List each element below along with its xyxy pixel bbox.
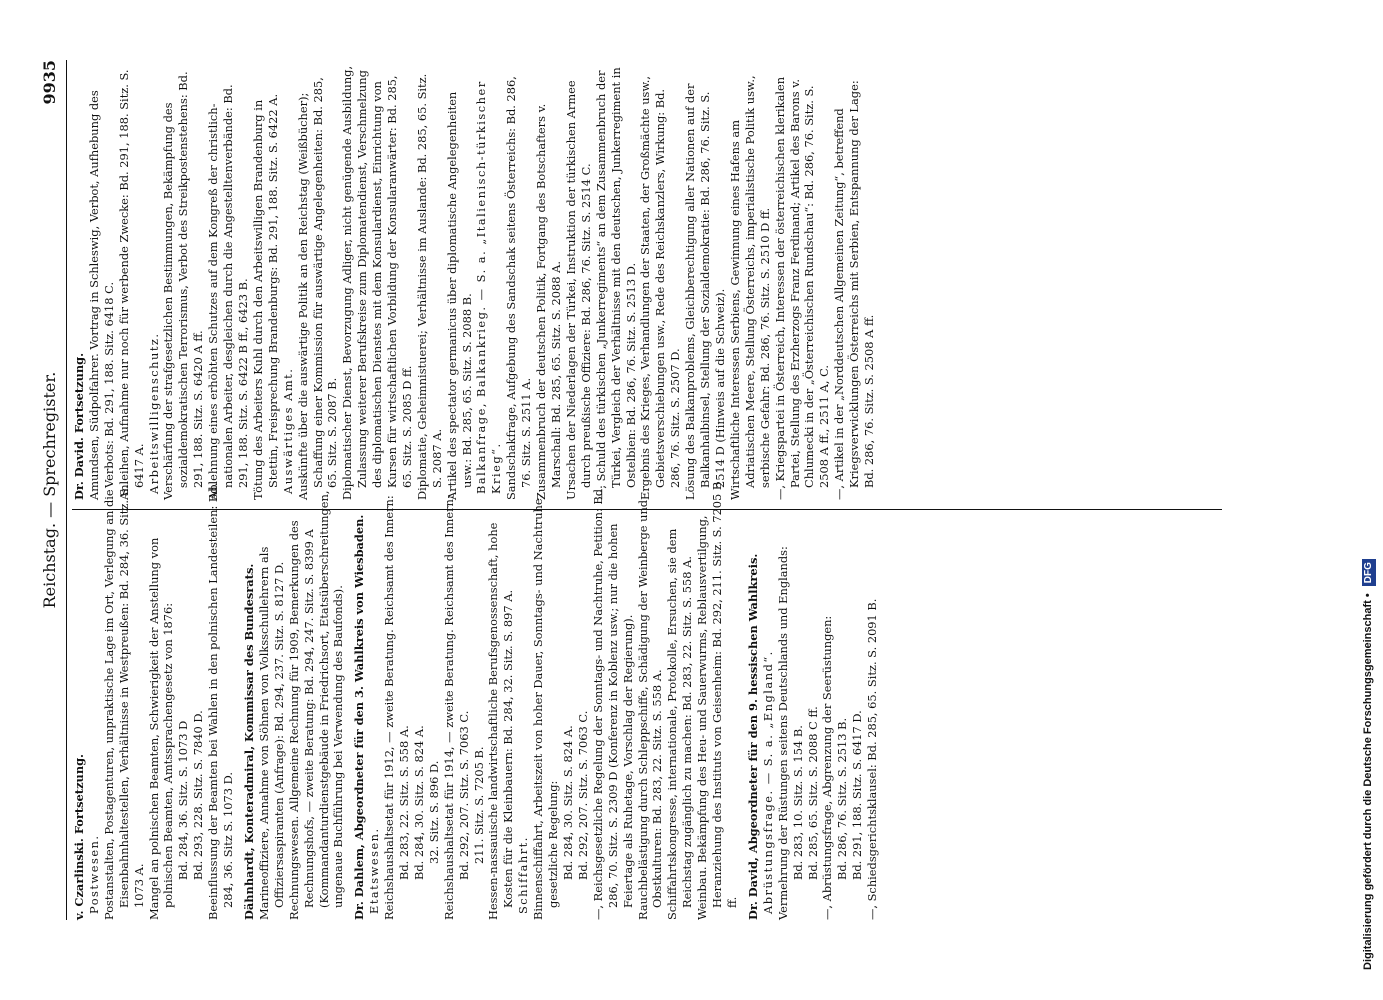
entry-heading: v. Czarlinski. Fortsetzung. <box>72 753 86 920</box>
entry: —, Reichsgesetzliche Regelung der Sonntags- und Nachtruhe, Petition: Bd. 286, 70. Sitz. S. 2309 D (Konferenz in Koblenz usw.; nur die hohen Feiertage als Ruhetage, Vorschlag der Regierung). <box>590 485 635 920</box>
section-heading: Postwesen. <box>86 834 101 914</box>
entry: Wirtschaftliche Interessen Serbiens, Gewinnung eines Hafens am Adriatischen Meere, Stellung Österreichs, imperialistische Politik usw., serbische Gefahr: Bd. 286, 76. Sitz. S. 2510 D ff. <box>727 75 772 500</box>
reference: Bd. 291, 188. Sitz. S. 6417 D. <box>850 710 865 880</box>
entry: Sandschakfrage, Aufgebung des Sandschak seitens Österreichs: Bd. 286, 76. Sitz. S. 2511 A. <box>504 76 534 500</box>
reference: Bd. 284, 30. Sitz. S. 824 A. <box>561 725 575 880</box>
entry: Marineoffiziere, Annahme von Söhnen von Volksschullehrern als Offiziersaspiranten (Anfrage): Bd. 294, 237. Sitz. S. 8127 D. <box>256 546 286 920</box>
entry-heading: Dr. Dahlem, Abgeordneter für den 3. Wahlkreis von Wiesbaden. <box>352 514 367 920</box>
reference: Bd. 292, 207. Sitz. S. 7063 C. <box>456 710 471 880</box>
entry: Ergebnis des Krieges, Verhandlungen der Staaten, der Großmächte usw., Gebietsverschiebungen usw., Rede des Reichskanzlers, Wirkung: Bd. 286, 76. Sitz. S. 2507 D. <box>638 75 683 500</box>
reference: Bd. 284, 30. Sitz. S. 824 A. <box>411 725 426 880</box>
entry: —, Schuld des türkischen „Junkerregiments“ an dem Zusammenbruch der Türkei, Vergleich der Verhältnisse mit den deutschen, Junkerregiment in Ostelbien: Bd. 286, 76. Sitz. S. 2513 D. <box>593 67 638 500</box>
reference: Bd. 286, 76. Sitz. S. 2513 B. <box>835 717 850 880</box>
entry: Auskünfte über die auswärtige Politik an den Reichstag (Weißbücher); Schaffung einer Kommission für auswärtige Angelegenheiten: Bd. 285, 65. Sitz. S. 2087 B. <box>295 77 340 500</box>
reference: 211. Sitz. S. 7205 B. <box>471 746 486 864</box>
entry: Amundsen, Südpolfahrer. Vortrag in Schleswig, Verbot, Aufhebung des Verbots: Bd. 291, 188. Sitz. 6418 C. <box>86 90 116 500</box>
header-rule <box>66 60 67 920</box>
entry: Verschärfung der strafgesetzlichen Bestimmungen, Bekämpfung des sozialdemokratischen Terrorismus, Verbot des Streikpostenstehens: Bd. 291, 188. Sitz. S. 6420 A ff. <box>161 71 206 500</box>
dfg-logo: DFG <box>1362 559 1376 586</box>
entry: Rechnungswesen. Allgemeine Rechnung für 1909, Bemerkungen des Rechnungshofs, — zweite Beratung: Bd. 294, 247. Sitz. S. 8399 A (Kommandanturdienstgebäude in Friedrichsort, Etatsüberschreitungen, ungenaue Buchführung bei Verwendung des Baufonds). <box>286 490 346 920</box>
entry: Vermehrung der Rüstungen seitens Deutschlands und Englands: <box>775 546 790 920</box>
reference: Bd. 283, 22. Sitz. S. 558 A. <box>397 725 412 880</box>
reference: Bd. 285, 65. Sitz. S. 2088 C ff. <box>805 706 820 880</box>
entry: Diplomatie, Geheimnistuerei; Verhältnisse im Auslande: Bd. 285, 65. Sitz. S. 2087 A. <box>414 73 444 500</box>
entry: Schiffahrtskongresse, internationale, Protokolle, Ersuchen, sie dem Reichstag zugänglich zu machen: Bd. 283, 22. Sitz. S. 558 A. <box>665 528 695 920</box>
credit-text: Digitalisierung gefördert durch die Deutsche Forschungsgemeinschaft • <box>1362 593 1374 970</box>
entry: Postanstalten, Postagenturen, unpraktische Lage im Ort, Verlegung an die Eisenbahnhaltestellen, Verhältnisse in Westpreußen: Bd. 284, 36. Sitz. S. 1073 A. <box>101 485 146 920</box>
entry: —, Artikel in der „Norddeutschen Allgemeinen Zeitung“, betreffend Kriegsverwicklungen Österreichs mit Serbien, Entspannung der Lage: Bd. 286, 76. Sitz. S. 2508 A ff. <box>832 80 877 500</box>
entry: Ablehnung eines erhöhten Schutzes auf dem Kongreß der christlich-nationalen Arbeiter, desgleichen durch die Angestelltenverbände: Bd. 291, 188. Sitz. S. 6422 B ff., 6423 B. <box>206 84 250 500</box>
entry: Ursachen der Niederlagen der Türkei, Instruktion der türkischen Armee durch preußische Offiziere: Bd. 286, 76. Sitz. S. 2514 C. <box>563 80 593 500</box>
page-number: 9935 <box>40 60 59 105</box>
entry: —, Schiedsgerichtsklausel: Bd. 285, 65. Sitz. S. 2091 B. <box>865 598 880 920</box>
reference: Bd. 292, 207. Sitz. S. 7063 C. <box>575 710 590 880</box>
section-heading: Balkanfrage, Balkankrieg. — S. a. „Italienisch-türkischer Krieg“. <box>474 80 504 494</box>
entry: Hessen-nassauische landwirtschaftliche Berufsgenossenschaft, hohe Kosten für die Kleinbauern: Bd. 284, 32. Sitz. S. 897 A. <box>486 522 516 920</box>
section-heading: Schiffahrt. <box>516 836 531 914</box>
entry-heading: Dähnhardt, Konteradmiral, Kommissar des Bundesrats. <box>241 563 256 920</box>
section-heading: Auswärtiges Amt. <box>280 367 295 494</box>
entry: —, Kriegspartei in Österreich, Interessen der österreichischen klerikalen Partei, Stellung des Erzherzogs Franz Ferdinand; Artikel des Barons v. Chlumecki in der „Österreichischen Rundschau“: Bd. 286, 76. Sitz. S. 2508 A ff., 2511 A, C. <box>772 76 832 500</box>
left-column <box>72 480 880 920</box>
right-column <box>72 60 877 500</box>
entry: Rauchbelästigung durch Schleppschiffe, Schädigung der Weinberge und Obstkulturen: Bd. 283, 22. Sitz. S. 558 A. <box>635 499 665 920</box>
entry-heading: Dr. David, Abgeordneter für den 9. hessischen Wahlkreis. <box>745 553 760 920</box>
entry-heading: Dr. David. Fortsetzung. <box>72 352 86 500</box>
entry: Beeinflussung der Beamten bei Wahlen in den polnischen Landesteilen: Bd. 284, 36. Sitz S. 1073 D. <box>206 482 236 920</box>
page-header <box>40 60 68 920</box>
reference: Bd. 293, 228. Sitz. S. 7840 D. <box>191 710 206 880</box>
entry: Lösung des Balkanproblems, Gleichberechtigung aller Nationen auf der Balkanhalbinsel, Stellung der Sozialdemokratie: Bd. 286, 76. Sitz. S. 2514 D (Hinweis auf die Schweiz). <box>683 83 727 500</box>
digitization-credit <box>1358 10 1378 970</box>
entry: Tötung des Arbeiters Kuhl durch den Arbeitswilligen Brandenburg in Stettin, Freisprechung Brandenburgs: Bd. 291, 188. Sitz. S. 6422 A. <box>250 93 280 500</box>
entry: Reichshaushaltsetat für 1914, — zweite Beratung. Reichsamt des Innern: <box>441 495 456 920</box>
section-heading: Arbeitswilligenschutz. <box>146 332 161 494</box>
entry: Zusammenbruch der deutschen Politik, Fortgang des Botschafters v. Marschall: Bd. 285, 65. Sitz. S. 2088 A. <box>534 103 563 500</box>
reference: 32. Sitz. S. 896 D. <box>426 760 441 864</box>
entry: Anleihen, Aufnahme nur noch für werbende Zwecke: Bd. 291, 188. Sitz. S. 6417 A. <box>116 69 146 500</box>
entry: Mangel an polnischen Beamten, Schwierigkeit der Anstellung von polnischen Beamten, Amtssprachengesetz von 1876: <box>146 537 176 920</box>
entry: Weinbau. Bekämpfung des Heu- und Sauerwurms, Reblausvertilgung, Heranziehung des Instituts von Geisenheim: Bd. 292, 211. Sitz. S. 7205 B ff. <box>695 481 739 920</box>
reference: Bd. 283, 10. Sitz. S. 154 B. <box>790 725 805 880</box>
entry: Artikel des spectator germanicus über diplomatische Angelegenheiten usw.: Bd. 285, 65. Sitz. S. 2088 B. <box>444 91 474 500</box>
page-title: Reichstag. — Sprechregister. <box>40 371 59 609</box>
reference: Bd. 284, 36. Sitz. S. 1073 D <box>176 720 191 880</box>
section-heading: Abrüstungsfrage. — S. a. „England“. <box>760 650 775 914</box>
entry: Reichshaushaltsetat für 1912, — zweite Beratung. Reichsamt des Innern: <box>382 495 397 920</box>
entry: —, Abrüstungsfrage, Abgrenzung der Seerüstungen: <box>820 615 835 920</box>
entry: Diplomatischer Dienst, Bevorzugung Adliger, nicht genügende Ausbildung, Zulassung weiterer Berufskreise zum Diplomatendienst, Verschmelzung des diplomatischen Dienstes mit dem Konsulardienst, Einrichtung von Kursen für wirtschaftlichen Vorbildung der Konsularanwärter: Bd. 285, 65. Sitz. S. 2085 D ff. <box>340 65 414 500</box>
entry: Binnenschiffahrt, Arbeitszeit von hoher Dauer, Sonntags- und Nachtruhe, gesetzliche Regelung: <box>531 494 561 920</box>
section-heading: Etatswesen. <box>367 827 382 914</box>
